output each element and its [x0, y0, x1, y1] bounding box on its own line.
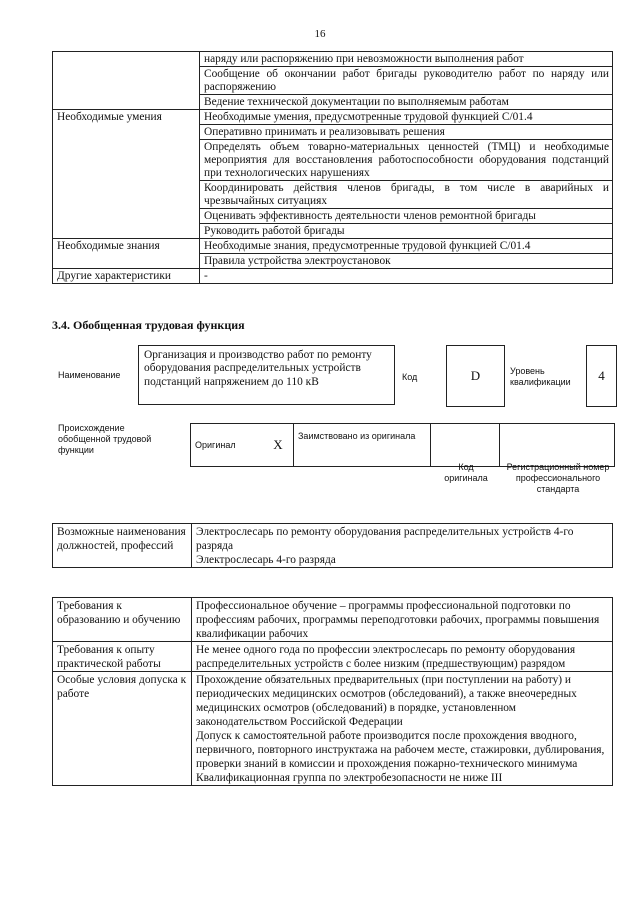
skill-item: Координировать действия членов бригады, в том числе в аварийных и чрезвычайных ситуациях [200, 181, 613, 209]
knowledge-item: Необходимые знания, предусмотренные трудовой функцией С/01.4 [200, 239, 613, 254]
admission-item: Квалификационная группа по электробезопасности не ниже III [196, 772, 503, 784]
original-label: Оригинал [191, 424, 264, 467]
skill-item: Руководить работой бригады [200, 224, 613, 239]
skill-item: Оценивать эффективность деятельности членов ремонтной бригады [200, 209, 613, 224]
admission-values [192, 672, 613, 786]
education-label: Требования к образованию и обучению [53, 598, 192, 642]
skill-item: Необходимые умения, предусмотренные трудовой функцией С/01.4 [200, 110, 613, 125]
reg-number-caption: Регистрационный номер профессионального стандарта [506, 462, 610, 494]
skill-item: Определять объем товарно-материальных ценностей (ТМЦ) и необходимые мероприятия для восстановления работоспособности оборудования подстанций при технологических нарушениях [200, 140, 613, 181]
section-heading: 3.4. Обобщенная трудовая функция [52, 318, 245, 332]
skills-knowledge-table [52, 51, 613, 284]
function-name-box: Организация и производство работ по ремонту оборудования распределительных устройств подстанций напряжением до 110 кВ [138, 345, 395, 405]
continuation-row: Ведение технической документации по выполняемым работам [200, 95, 613, 110]
positions-table [52, 523, 613, 568]
level-label: Уровень квалификации [510, 366, 571, 387]
reg-number-cell [500, 424, 615, 467]
code-label: Код [402, 372, 418, 382]
admission-item: Прохождение обязательных предварительных (при поступлении на работу) и периодических медицинских осмотров (обследований), а также внеочередных медицинских осмотров (обследований) в порядке, установленном законодательством Российской Федерации [196, 674, 577, 728]
code-original-cell [431, 424, 500, 467]
position-item: Электрослесарь по ремонту оборудования распределительных устройств 4-го разряда [196, 526, 574, 552]
knowledge-item: Правила устройства электроустановок [200, 254, 613, 269]
skills-label: Необходимые умения [53, 110, 200, 239]
experience-label: Требования к опыту практической работы [53, 642, 192, 672]
name-label: Наименование [58, 370, 121, 380]
origin-label: Происхождение обобщенной трудовой функции [58, 423, 152, 455]
admission-label: Особые условия допуска к работе [53, 672, 192, 786]
positions-label: Возможные наименования должностей, профессий [53, 524, 192, 568]
continuation-row: нарядy или распоряжению при невозможности выполнения работ [200, 52, 613, 67]
experience-value: Не менее одного года по профессии электрослесарь по ремонту оборудования распределительных устройств с более низким (предшествующим) разрядом [192, 642, 613, 672]
skill-item: Оперативно принимать и реализовывать решения [200, 125, 613, 140]
borrowed-label: Заимствовано из оригинала [294, 424, 431, 467]
code-value-box: D [446, 345, 505, 407]
other-label: Другие характеристики [53, 269, 200, 284]
education-value: Профессиональное обучение – программы профессиональной подготовки по профессиям рабочих, программы переподготовки рабочих, программы повышения квалификации рабочих [192, 598, 613, 642]
code-original-caption: Код оригинала [444, 462, 488, 483]
page-number: 16 [314, 28, 326, 40]
position-item: Электрослесарь 4-го разряда [196, 554, 336, 566]
admission-item: Допуск к самостоятельной работе производится после прохождения вводного, первичного, повторного инструктажа на рабочем месте, стажировки, дублирования, проверки знаний в комиссии и прохождения пожарно-технического минимума [196, 730, 605, 770]
other-value: - [200, 269, 613, 284]
level-value-box: 4 [586, 345, 617, 407]
continuation-row: Сообщение об окончании работ бригады руководителю работ по наряду или распоряжению [200, 67, 613, 95]
origin-table [190, 423, 615, 467]
requirements-table [52, 597, 613, 786]
knowledge-label: Необходимые знания [53, 239, 200, 269]
positions-values [192, 524, 613, 568]
empty-label-cell [53, 52, 200, 110]
original-mark: X [263, 424, 294, 467]
